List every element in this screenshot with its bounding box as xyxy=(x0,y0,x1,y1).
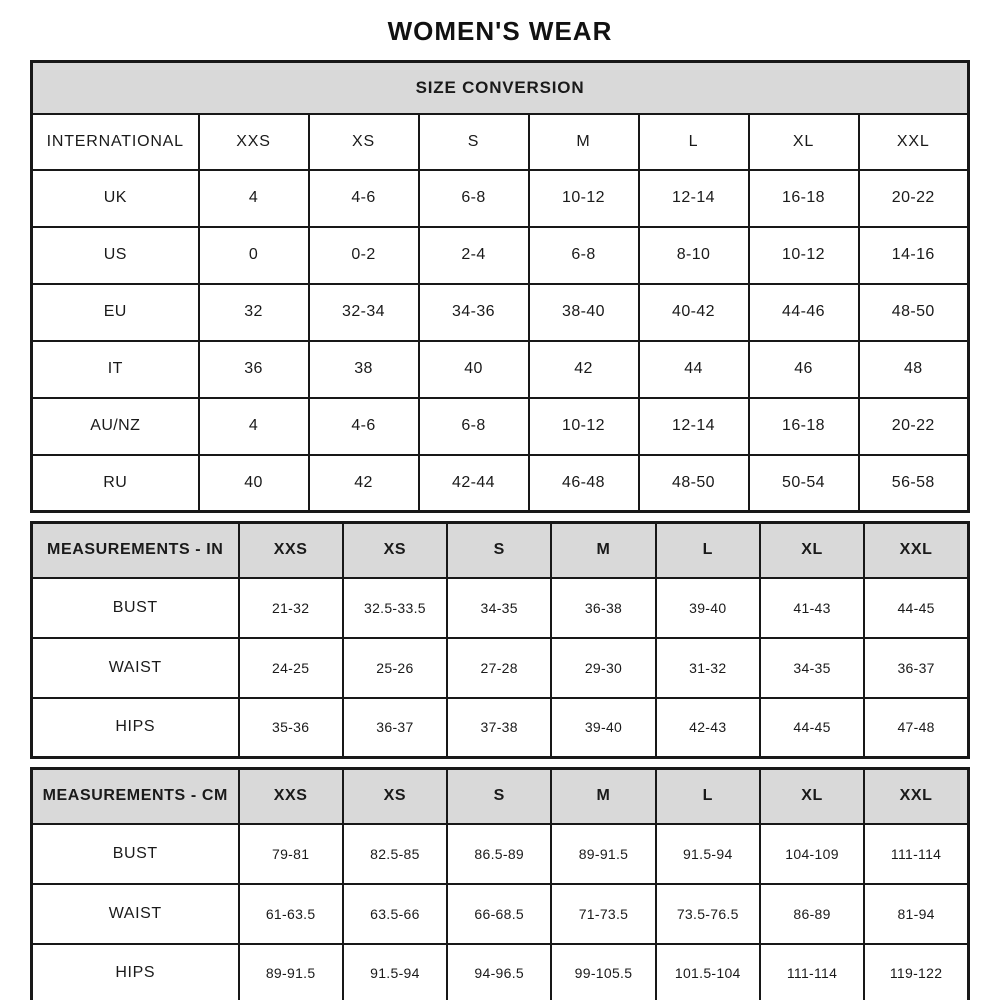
size-cell: 56-58 xyxy=(859,455,969,512)
measure-cell: 91.5-94 xyxy=(343,944,447,1000)
size-cell: 16-18 xyxy=(749,398,859,455)
measurements-cm-title: MEASUREMENTS - CM xyxy=(32,769,239,824)
row-label: US xyxy=(32,227,199,284)
table-row xyxy=(32,523,969,578)
row-label: IT xyxy=(32,341,199,398)
measure-cell: 61-63.5 xyxy=(239,884,343,944)
measure-cell: 119-122 xyxy=(864,944,968,1000)
size-cell: 50-54 xyxy=(749,455,859,512)
size-conversion-title: SIZE CONVERSION xyxy=(32,62,969,114)
size-cell: 6-8 xyxy=(419,398,529,455)
page-title: WOMEN'S WEAR xyxy=(387,16,613,46)
size-cell: 40 xyxy=(199,455,309,512)
column-header-xs: XS xyxy=(343,769,447,824)
size-cell: 10-12 xyxy=(749,227,859,284)
row-label: EU xyxy=(32,284,199,341)
measure-cell: 39-40 xyxy=(551,698,655,758)
size-cell: 42 xyxy=(529,341,639,398)
table-row-waist-cm xyxy=(32,884,969,944)
row-label: BUST xyxy=(32,578,239,638)
size-cell: 40 xyxy=(419,341,529,398)
size-cell: 20-22 xyxy=(859,170,969,227)
table-row xyxy=(32,769,969,824)
row-label: HIPS xyxy=(32,698,239,758)
measure-cell: 94-96.5 xyxy=(447,944,551,1000)
measure-cell: 111-114 xyxy=(760,944,864,1000)
measure-cell: 21-32 xyxy=(239,578,343,638)
size-cell: 4-6 xyxy=(309,398,419,455)
column-header-xs: XS xyxy=(343,523,447,578)
size-cell: 4 xyxy=(199,170,309,227)
column-header-xxs: XXS xyxy=(239,769,343,824)
measure-cell: 34-35 xyxy=(447,578,551,638)
measure-cell: 34-35 xyxy=(760,638,864,698)
measure-cell: 36-37 xyxy=(343,698,447,758)
size-cell: 44 xyxy=(639,341,749,398)
column-header-xxs: XXS xyxy=(239,523,343,578)
measure-cell: 89-91.5 xyxy=(239,944,343,1000)
column-header-m: M xyxy=(529,114,639,170)
measure-cell: 41-43 xyxy=(760,578,864,638)
size-cell: 6-8 xyxy=(529,227,639,284)
measure-cell: 27-28 xyxy=(447,638,551,698)
column-header-s: S xyxy=(447,523,551,578)
row-label: WAIST xyxy=(32,884,239,944)
column-header-xxl: XXL xyxy=(864,769,968,824)
row-label: HIPS xyxy=(32,944,239,1000)
measure-cell: 32.5-33.5 xyxy=(343,578,447,638)
size-cell: 38 xyxy=(309,341,419,398)
table-row-aunz xyxy=(32,398,969,455)
column-header-l: L xyxy=(639,114,749,170)
measure-cell: 29-30 xyxy=(551,638,655,698)
measure-cell: 82.5-85 xyxy=(343,824,447,884)
row-label: UK xyxy=(32,170,199,227)
measure-cell: 31-32 xyxy=(656,638,760,698)
measure-cell: 89-91.5 xyxy=(551,824,655,884)
measure-cell: 73.5-76.5 xyxy=(656,884,760,944)
table-row-us xyxy=(32,227,969,284)
size-cell: 48-50 xyxy=(639,455,749,512)
row-label: RU xyxy=(32,455,199,512)
size-cell: 36 xyxy=(199,341,309,398)
size-cell: 46 xyxy=(749,341,859,398)
measure-cell: 25-26 xyxy=(343,638,447,698)
column-header-m: M xyxy=(551,769,655,824)
table-row-bust-cm xyxy=(32,824,969,884)
measure-cell: 86-89 xyxy=(760,884,864,944)
size-cell: 34-36 xyxy=(419,284,529,341)
measure-cell: 37-38 xyxy=(447,698,551,758)
measurements-in-title: MEASUREMENTS - IN xyxy=(32,523,239,578)
measure-cell: 39-40 xyxy=(656,578,760,638)
size-cell: 10-12 xyxy=(529,398,639,455)
measure-cell: 86.5-89 xyxy=(447,824,551,884)
table-row-hips-in xyxy=(32,698,969,758)
column-header-xxl: XXL xyxy=(859,114,969,170)
measure-cell: 63.5-66 xyxy=(343,884,447,944)
column-header-xl: XL xyxy=(760,769,864,824)
size-cell: 14-16 xyxy=(859,227,969,284)
size-cell: 42 xyxy=(309,455,419,512)
size-cell: 42-44 xyxy=(419,455,529,512)
size-cell: 12-14 xyxy=(639,170,749,227)
table-row-bust-in xyxy=(32,578,969,638)
column-header-m: M xyxy=(551,523,655,578)
row-label: WAIST xyxy=(32,638,239,698)
row-label: BUST xyxy=(32,824,239,884)
size-cell: 2-4 xyxy=(419,227,529,284)
measure-cell: 44-45 xyxy=(760,698,864,758)
column-header-l: L xyxy=(656,769,760,824)
size-cell: 4 xyxy=(199,398,309,455)
table-row-ru xyxy=(32,455,969,512)
size-cell: 32-34 xyxy=(309,284,419,341)
size-cell: 4-6 xyxy=(309,170,419,227)
table-row-uk xyxy=(32,170,969,227)
table-row-waist-in xyxy=(32,638,969,698)
table-row-it xyxy=(32,341,969,398)
size-cell: 0 xyxy=(199,227,309,284)
table-row xyxy=(32,114,969,170)
measure-cell: 42-43 xyxy=(656,698,760,758)
column-header-s: S xyxy=(419,114,529,170)
size-cell: 16-18 xyxy=(749,170,859,227)
measurements-cm-table xyxy=(30,767,970,1000)
size-cell: 8-10 xyxy=(639,227,749,284)
column-header-xxs: XXS xyxy=(199,114,309,170)
table-row xyxy=(32,62,969,114)
size-cell: 46-48 xyxy=(529,455,639,512)
measurements-in-table xyxy=(30,521,970,759)
measure-cell: 47-48 xyxy=(864,698,968,758)
measure-cell: 66-68.5 xyxy=(447,884,551,944)
column-header-xxl: XXL xyxy=(864,523,968,578)
size-cell: 12-14 xyxy=(639,398,749,455)
measure-cell: 81-94 xyxy=(864,884,968,944)
column-header-xs: XS xyxy=(309,114,419,170)
column-header-l: L xyxy=(656,523,760,578)
size-cell: 32 xyxy=(199,284,309,341)
measure-cell: 36-38 xyxy=(551,578,655,638)
measure-cell: 71-73.5 xyxy=(551,884,655,944)
size-cell: 38-40 xyxy=(529,284,639,341)
size-cell: 10-12 xyxy=(529,170,639,227)
column-header-international: INTERNATIONAL xyxy=(32,114,199,170)
measure-cell: 91.5-94 xyxy=(656,824,760,884)
column-header-xl: XL xyxy=(749,114,859,170)
column-header-xl: XL xyxy=(760,523,864,578)
measure-cell: 24-25 xyxy=(239,638,343,698)
size-cell: 40-42 xyxy=(639,284,749,341)
size-cell: 0-2 xyxy=(309,227,419,284)
measure-cell: 104-109 xyxy=(760,824,864,884)
table-row-eu xyxy=(32,284,969,341)
size-conversion-table xyxy=(30,60,970,513)
size-cell: 48 xyxy=(859,341,969,398)
size-cell: 48-50 xyxy=(859,284,969,341)
measure-cell: 44-45 xyxy=(864,578,968,638)
size-cell: 6-8 xyxy=(419,170,529,227)
measure-cell: 101.5-104 xyxy=(656,944,760,1000)
measure-cell: 79-81 xyxy=(239,824,343,884)
measure-cell: 36-37 xyxy=(864,638,968,698)
measure-cell: 99-105.5 xyxy=(551,944,655,1000)
measure-cell: 35-36 xyxy=(239,698,343,758)
column-header-s: S xyxy=(447,769,551,824)
table-row-hips-cm xyxy=(32,944,969,1000)
size-cell: 44-46 xyxy=(749,284,859,341)
row-label: AU/NZ xyxy=(32,398,199,455)
size-cell: 20-22 xyxy=(859,398,969,455)
measure-cell: 111-114 xyxy=(864,824,968,884)
